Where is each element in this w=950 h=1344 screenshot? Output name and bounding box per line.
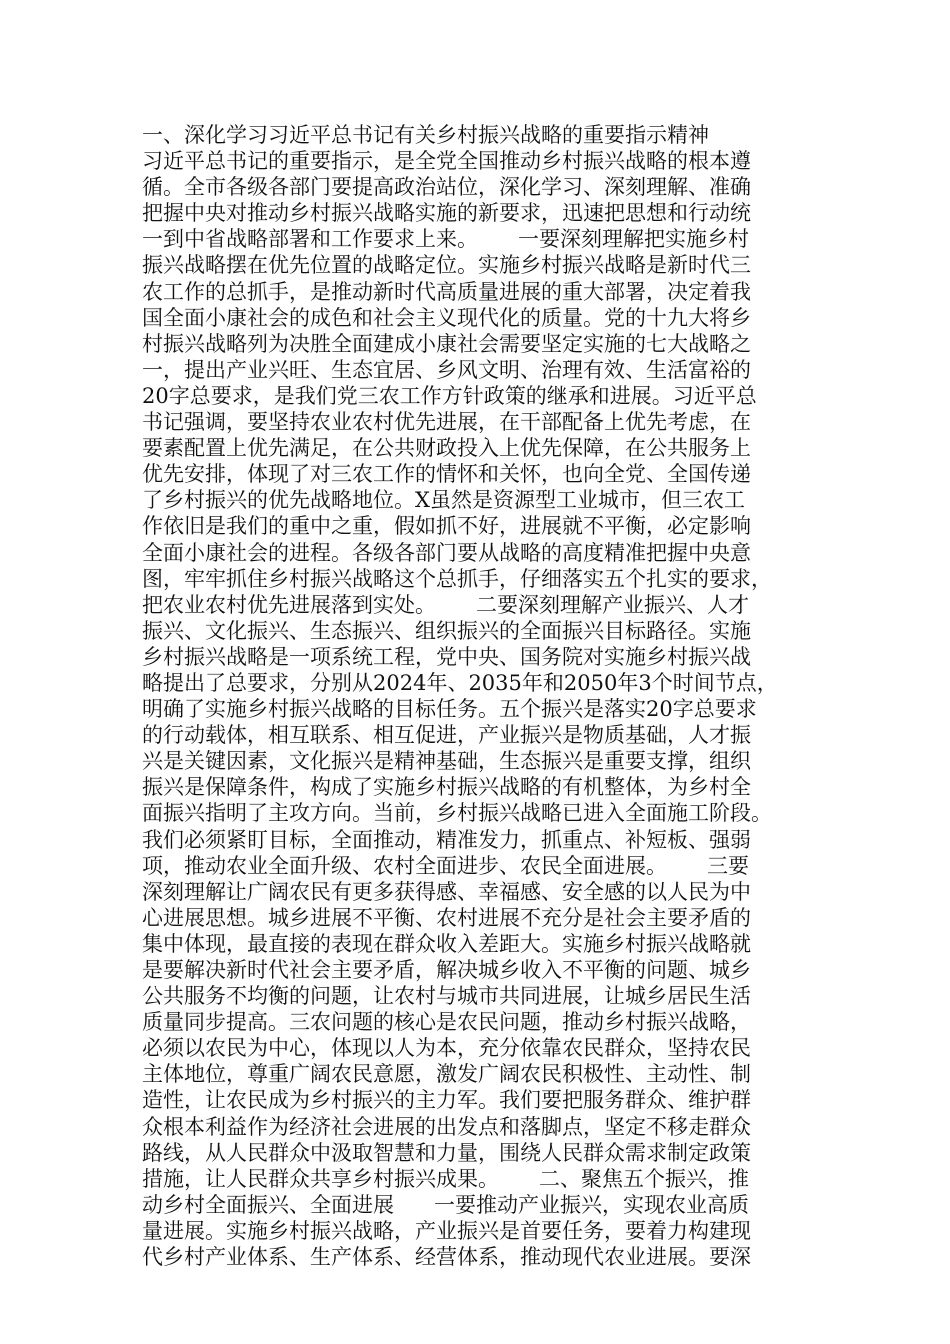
text-line: 造性，让农民成为乡村振兴的主力军。我们要把服务群众、维护群	[142, 1088, 751, 1113]
text-line: 措施，让人民群众共享乡村振兴成果。 二、聚焦五个振兴，推	[142, 1166, 750, 1191]
text-line: 是要解决新时代社会主要矛盾，解决城乡收入不平衡的问题、城乡	[142, 958, 751, 982]
text-line: 动乡村全面振兴、全面进展 一要推动产业振兴，实现农业高质	[142, 1192, 750, 1217]
text-line: 振兴战略摆在优先位置的战略定位。实施乡村振兴战略是新时代三	[142, 253, 751, 278]
text-line: 一到中省战略部署和工作要求上来。 一要深刻理解把实施乡村	[142, 227, 750, 252]
text-line: 了乡村振兴的优先战略地位。X虽然是资源型工业城市，但三农工	[142, 488, 745, 513]
text-line: 代乡村产业体系、生产体系、经营体系，推动现代农业进展。要深	[142, 1245, 751, 1270]
text-line: 我们必须紧盯目标，全面推动，精准发力，抓重点、补短板、强弱	[142, 827, 751, 852]
text-line: 集中体现，最直接的表现在群众收入差距大。实施乡村振兴战略就	[142, 931, 751, 956]
text-line: 村振兴战略列为决胜全面建成小康社会需要坚定实施的七大战略之	[142, 331, 751, 356]
text-line: 全面小康社会的进程。各级各部门要从战略的高度精准把握中央意	[142, 540, 751, 565]
text-line: 乡村振兴战略是一项系统工程，党中央、国务院对实施乡村振兴战	[142, 644, 751, 669]
text-line: 明确了实施乡村振兴战略的目标任务。五个振兴是落实20字总要求	[142, 697, 757, 722]
text-line: 要素配置上优先满足，在公共财政投入上优先保障，在公共服务上	[142, 436, 751, 461]
text-line: 略提出了总要求，分别从2024年、2035年和2050年3个时间节点，	[142, 670, 778, 695]
text-line: 一，提出产业兴旺、生态宜居、乡风文明、治理有效、生活富裕的	[142, 357, 751, 382]
text-line: 众根本利益作为经济社会进展的出发点和落脚点，坚定不移走群众	[142, 1114, 751, 1139]
text-line: 振兴是保障条件，构成了实施乡村振兴战略的有机整体，为乡村全	[142, 775, 751, 800]
text-line: 习近平总书记的重要指示，是全党全国推动乡村振兴战略的根本遵	[142, 149, 751, 174]
text-line: 质量同步提高。三农问题的核心是农民问题，推动乡村振兴战略，	[142, 1010, 751, 1035]
text-line: 图，牢牢抓住乡村振兴战略这个总抓手，仔细落实五个扎实的要求，	[142, 566, 772, 591]
text-line: 公共服务不均衡的问题，让农村与城市共同进展，让城乡居民生活	[142, 984, 751, 1009]
text-line: 书记强调，要坚持农业农村优先进展，在干部配备上优先考虑，在	[142, 410, 751, 435]
text-line: 的行动载体，相互联系、相互促进，产业振兴是物质基础，人才振	[142, 723, 751, 748]
text-line: 项，推动农业全面升级、农村全面进步、农民全面进展。 三要	[142, 853, 750, 878]
text-line: 国全面小康社会的成色和社会主义现代化的质量。党的十九大将乡	[142, 305, 751, 330]
text-line: 农工作的总抓手，是推动新时代高质量进展的重大部署，决定着我	[142, 279, 751, 304]
text-line: 面振兴指明了主攻方向。当前，乡村振兴战略已进入全面施工阶段。	[142, 801, 772, 826]
text-line: 路线，从人民群众中汲取智慧和力量，围绕人民群众需求制定政策	[142, 1140, 751, 1165]
text-line: 把握中央对推动乡村振兴战略实施的新要求，迅速把思想和行动统	[142, 201, 751, 226]
text-line: 作依旧是我们的重中之重，假如抓不好，进展就不平衡，必定影响	[142, 514, 751, 539]
text-line: 20字总要求，是我们党三农工作方针政策的继承和进展。习近平总	[142, 383, 757, 408]
text-line: 主体地位，尊重广阔农民意愿，激发广阔农民积极性、主动性、制	[142, 1062, 751, 1087]
text-line: 量进展。实施乡村振兴战略，产业振兴是首要任务，要着力构建现	[142, 1218, 751, 1243]
text-line: 优先安排，体现了对三农工作的情怀和关怀，也向全党、全国传递	[142, 462, 751, 487]
text-line: 一、深化学习习近平总书记有关乡村振兴战略的重要指示精神	[142, 123, 709, 147]
text-line: 兴是关键因素，文化振兴是精神基础，生态振兴是重要支撑，组织	[142, 749, 751, 774]
body-text	[142, 122, 832, 1270]
text-line: 必须以农民为中心，体现以人为本，充分依靠农民群众，坚持农民	[142, 1036, 751, 1061]
text-line: 循。全市各级各部门要提高政治站位，深化学习、深刻理解、准确	[142, 175, 751, 200]
text-line: 深刻理解让广阔农民有更多获得感、幸福感、安全感的以人民为中	[142, 879, 751, 904]
text-line: 心进展思想。城乡进展不平衡、农村进展不充分是社会主要矛盾的	[142, 905, 751, 930]
text-line: 把农业农村优先进展落到实处。 二要深刻理解产业振兴、人才	[142, 592, 750, 617]
text-line: 振兴、文化振兴、生态振兴、组织振兴的全面振兴目标路径。实施	[142, 618, 751, 643]
